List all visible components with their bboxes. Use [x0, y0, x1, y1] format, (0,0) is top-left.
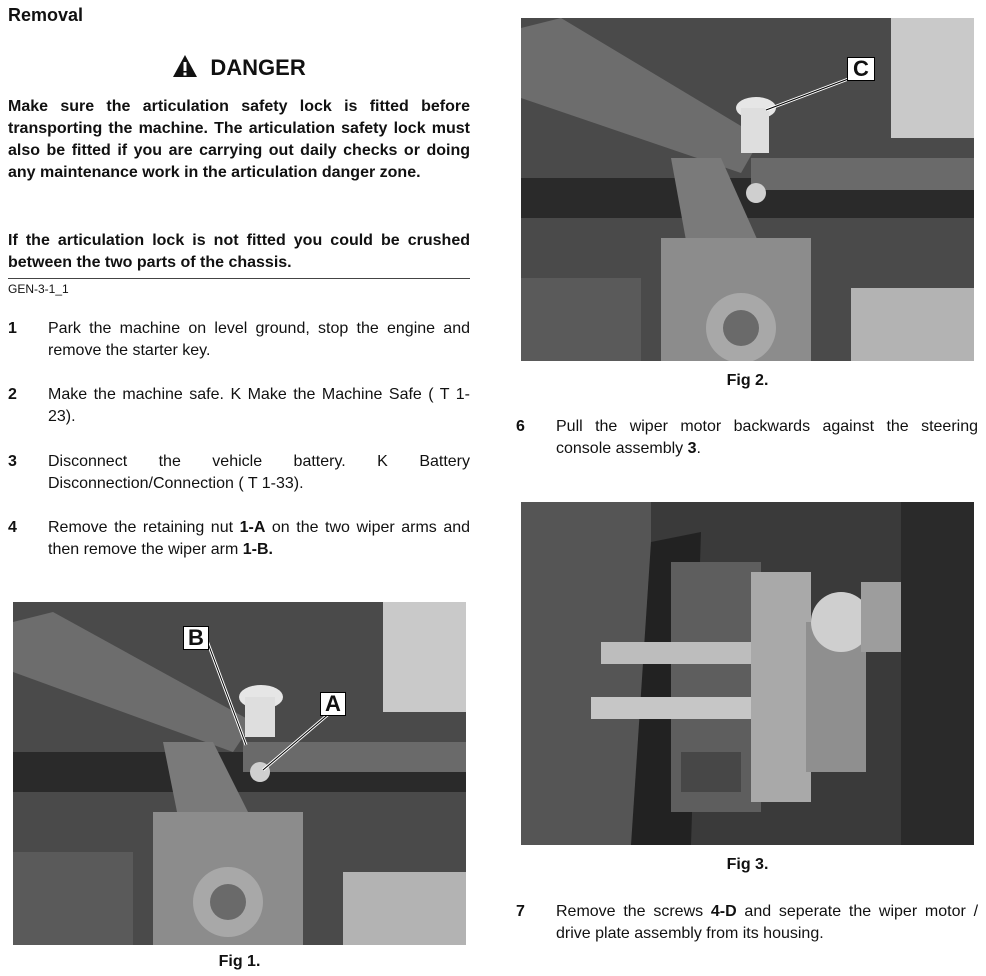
danger-heading-text: DANGER: [210, 55, 306, 80]
step-text: Park the machine on level ground, stop the engine and remove the starter key.: [48, 320, 470, 359]
step-text: Make the machine safe. K Make the Machine Safe ( T 1-23).: [48, 386, 470, 425]
step-number: 4: [8, 519, 17, 536]
step-2: [8, 384, 470, 428]
figure-2-caption: Fig 2.: [726, 372, 769, 389]
step-number: 3: [8, 453, 17, 470]
callout-c: C: [847, 57, 875, 81]
step-1: [8, 318, 470, 362]
danger-heading: [8, 54, 470, 81]
step-text: Remove the screws 4-D and seperate the wiper motor / drive plate assembly from its housing.: [556, 903, 979, 942]
step-number: 6: [516, 418, 525, 435]
figure-1-caption: Fig 1.: [218, 953, 261, 970]
step-text: Disconnect the vehicle battery. K Battery Disconnection/Connection ( T 1-33).: [48, 453, 470, 492]
danger-paragraph-1: Make sure the articulation safety lock is fitted before transporting the machine. The articulation safety lock must also be fitted if you are carrying out daily checks or doing any maintenance work in the articulation danger zone.: [8, 98, 470, 181]
step-7: [516, 901, 978, 945]
figure-3-caption: Fig 3.: [726, 856, 769, 873]
callout-a: A: [320, 692, 346, 716]
step-3: [8, 451, 470, 495]
step-6: [516, 416, 978, 460]
step-number: 1: [8, 320, 17, 337]
divider: [8, 278, 470, 279]
step-number: 7: [516, 903, 525, 920]
reference-code: GEN-3-1_1: [8, 282, 69, 296]
figure-3-photo: [521, 502, 974, 845]
danger-paragraph-2: If the articulation lock is not fitted you could be crushed between the two parts of the chassis.: [8, 232, 470, 271]
section-title: Removal: [8, 5, 84, 25]
step-text: Pull the wiper motor backwards against the steering console assembly 3.: [556, 418, 978, 457]
step-text: Remove the retaining nut 1-A on the two wiper arms and then remove the wiper arm 1-B.: [48, 519, 471, 558]
callout-b: B: [183, 626, 209, 650]
step-4: [8, 517, 470, 561]
figure-1-photo: [13, 602, 466, 945]
step-number: 2: [8, 386, 17, 403]
figure-2-photo: [521, 18, 974, 361]
warning-triangle-icon: [172, 55, 210, 80]
